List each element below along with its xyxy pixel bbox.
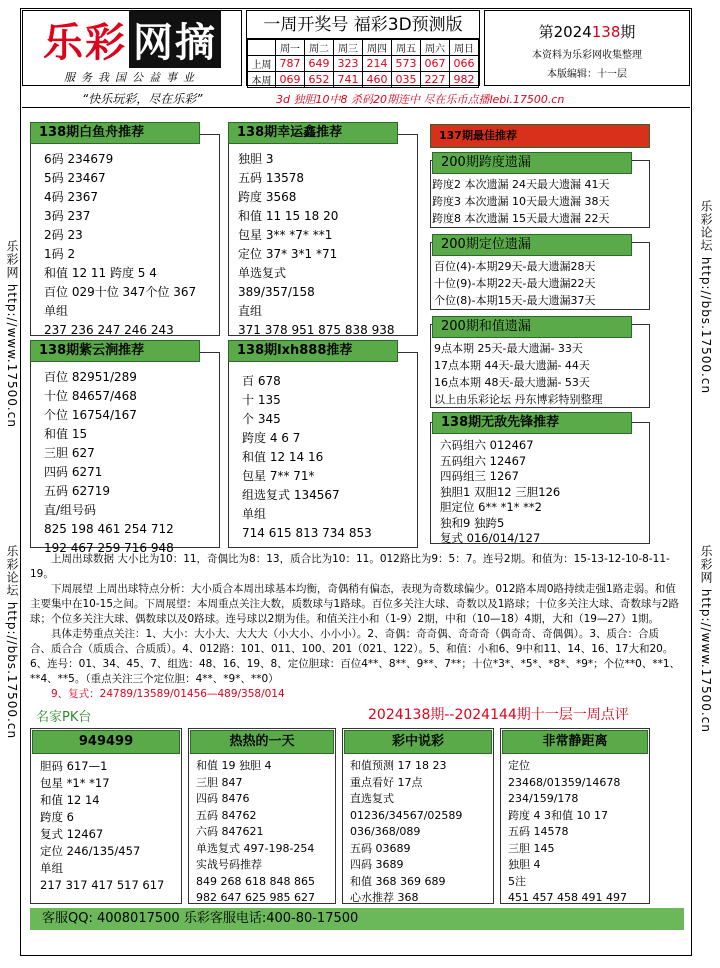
bottom-box-949499-title: 949499 <box>32 730 180 754</box>
last-week-row: 上周 787 649 323 214 573 067 066 <box>248 56 479 72</box>
logo-black-text: 网摘 <box>129 11 221 68</box>
footer-contact: 客服QQ: 4008017500 乐彩客服电话:400-80-17500 <box>30 908 684 930</box>
box-sum-body: 9点本期 25天-最大遗漏- 33天 17点本期 44天-最大遗漏- 44天 16点本期 48天-最大遗漏- 53天 以上由乐彩论坛 丹东博彩特别整理 <box>434 342 603 406</box>
page-title: 一周开奖号 福彩3D预测版 <box>247 11 479 39</box>
bottom-box-caizhong-body: 和值预测 17 18 23 重点看好 17点 直选复式 01236/34567/02589 036/368/089 五码 03689 四码 3689 和值 368 369 689 心水推荐 368 <box>350 759 463 904</box>
box-position-body: 百位(4)-本期29天-最大遗漏28天 十位(9)-本期22天-最大遗漏22天 个位(8)-本期15天-最大遗漏37天 <box>434 260 596 307</box>
source-note: 本资料为乐彩网收集整理 <box>532 50 642 61</box>
side-right-bottom[interactable]: 乐彩网 http://www.17500.cn <box>699 545 713 733</box>
logo <box>23 11 241 67</box>
best-title: 137期最佳推荐 <box>430 124 650 148</box>
box-baiyuzhou-title: 138期白鱼舟推荐 <box>30 122 200 144</box>
bottom-box-feichang-title: 非常静距离 <box>502 730 648 754</box>
pk-label: 名家PK台 <box>36 710 92 725</box>
box-baiyuzhou-body: 6码 234679 5码 23467 4码 2367 3码 237 2码 23 1码 2 和值 12 11 跨度 5 4 百位 029十位 347个位 367 单组 237 236 247 246 243 <box>44 152 197 337</box>
bottom-box-949499-body: 胆码 617—1 包星 *1* *17 和值 12 14 跨度 6 复式 12467 定位 246/135/457 单组 217 317 417 517 617 <box>40 759 165 892</box>
box-sum-title: 200期和值遗漏 <box>432 316 632 338</box>
bottom-box-feichang-body: 定位 23468/01359/14678 234/159/178 跨度 4 3和值 10 17 五码 14578 三胆 145 独胆 4 5注 451 457 458 491 497 <box>508 759 627 904</box>
analysis-text: 上周出球数据 大小比为10：11，奇偶比为8：13，质合比为10：11。012路比为9：5：7。连号2期。和值为：15-13-12-10-8-11-19。 下周展望 上周出球特点分析：大小质合本周出球基本均衡，奇偶稍有偏态，表现为奇数球偏少。012路本周0路持续走强1路走弱。和值主要集中在10-15之间。下周展望：本周重点关注大数，质数球与1路球。百位多关注大球、奇数以及1路球；十位多关注大球、奇数球与2路球；个位多关注大球、偶数球以及0路球。连号球以2期为佳。和值关注小和（1-9）2期，中和（10—18）4期，大和（19—27）1期。 具体走势重点关注：1、大小：大小大、大大大（小大小、小小小）。2、奇偶：奇奇偶、奇奇奇（偶奇奇、奇偶偶）。3、质合：合质合、质合合（质质合、合质质）。4、012路：101、011、100、201（021、122）。5、和值：小和6、9中和11、14、16、17大和20。6、连号：01、34、45、7、组选：48、16、19、8、定位胆球：百位4**、8**、9**、7**；十位*3*、*5*、*8*、*9*；个位**0、**1、**4、**5。（重点关注三个定位胆：4**、*9*、**0） 9、复式：24789/13589/01456—489/358/014 <box>30 553 681 700</box>
box-wudi-body: 六码组六 012467 五码组六 12467 四码组三 1267 独胆1 双胆12 三胆126 胆定位 6** *1* **2 独和9 独跨5 复式 016/014/127 <box>440 438 561 545</box>
logo-red-text: 乐彩 <box>43 19 127 66</box>
box-wudi-title: 138期无敌先锋推荐 <box>432 412 632 434</box>
tagline-quote: “快乐玩彩，尽在乐彩” <box>82 92 203 106</box>
week-table: 周一 周二 周三 周四 周五 周六 周日 上周 787 649 323 214 573 067 066 本周 069 652 741 460 035 227 982 <box>247 39 479 88</box>
weekly-results <box>246 10 480 86</box>
box-xingyunxin-title: 138期幸运鑫推荐 <box>228 122 398 144</box>
weekly-review: 2024138期--2024144期十一层一周点评 <box>368 707 629 723</box>
side-left-top[interactable]: 乐彩网 http://www.17500.cn <box>5 240 19 428</box>
bottom-box-rere-body: 和值 19 独胆 4 三胆 847 四码 8476 五码 84762 六码 847621 单选复式 497-198-254 实战号码推荐 849 268 618 848 865 982 647 625 985 627 <box>196 759 315 904</box>
slogan: 服务我国公益事业 <box>64 71 200 84</box>
bottom-box-caizhong-title: 彩中说彩 <box>344 730 492 754</box>
box-ziyunjian-body: 百位 82951/289 十位 84657/468 个位 16754/167 和值 15 三胆 627 四码 6271 五码 62719 直/组号码 825 198 461 254 712 192 467 259 716 948 <box>44 370 174 555</box>
side-right-top[interactable]: 乐彩论坛 http://bbs.17500.cn <box>699 200 713 395</box>
box-ziyunjian-title: 138期紫云涧推荐 <box>30 340 200 362</box>
side-left-bottom[interactable]: 乐彩论坛 http://bbs.17500.cn <box>5 545 19 740</box>
box-span-title: 200期跨度遗漏 <box>432 152 632 174</box>
bottom-box-rere-title: 热热的一天 <box>190 730 334 754</box>
editor-note: 本版编辑：十一层 <box>547 69 627 80</box>
box-lxh888-body: 百 678 十 135 个 345 跨度 4 6 7 和值 12 14 16 包星 7** 71* 组选复式 134567 单组 714 615 813 734 853 <box>242 374 372 540</box>
box-xingyunxin-body: 独胆 3 五码 13578 跨度 3568 和值 11 15 18 20 包星 3** *7* **1 定位 37* 3*1 *71 单选复式 389/357/158 直组 371 378 951 875 838 938 <box>238 152 395 337</box>
issue-info <box>484 10 690 86</box>
box-span-body: 跨度2 本次遗漏 24天最大遗漏 41天 跨度3 本次遗漏 10天最大遗漏 38天 跨度8 本次遗漏 15天最大遗漏 22天 <box>432 178 610 225</box>
issue-number: 第2024138期 <box>538 23 636 41</box>
tagline <box>22 88 690 108</box>
tagline-promo[interactable]: 3d 独胆10中8 杀码20期连中 尽在乐币点播lebi.17500.cn <box>276 93 565 106</box>
box-lxh888-title: 138期lxh888推荐 <box>228 340 398 362</box>
this-week-row: 本周 069 652 741 460 035 227 982 <box>248 72 479 88</box>
box-position-title: 200期定位遗漏 <box>432 234 632 256</box>
logo-box <box>22 10 242 86</box>
